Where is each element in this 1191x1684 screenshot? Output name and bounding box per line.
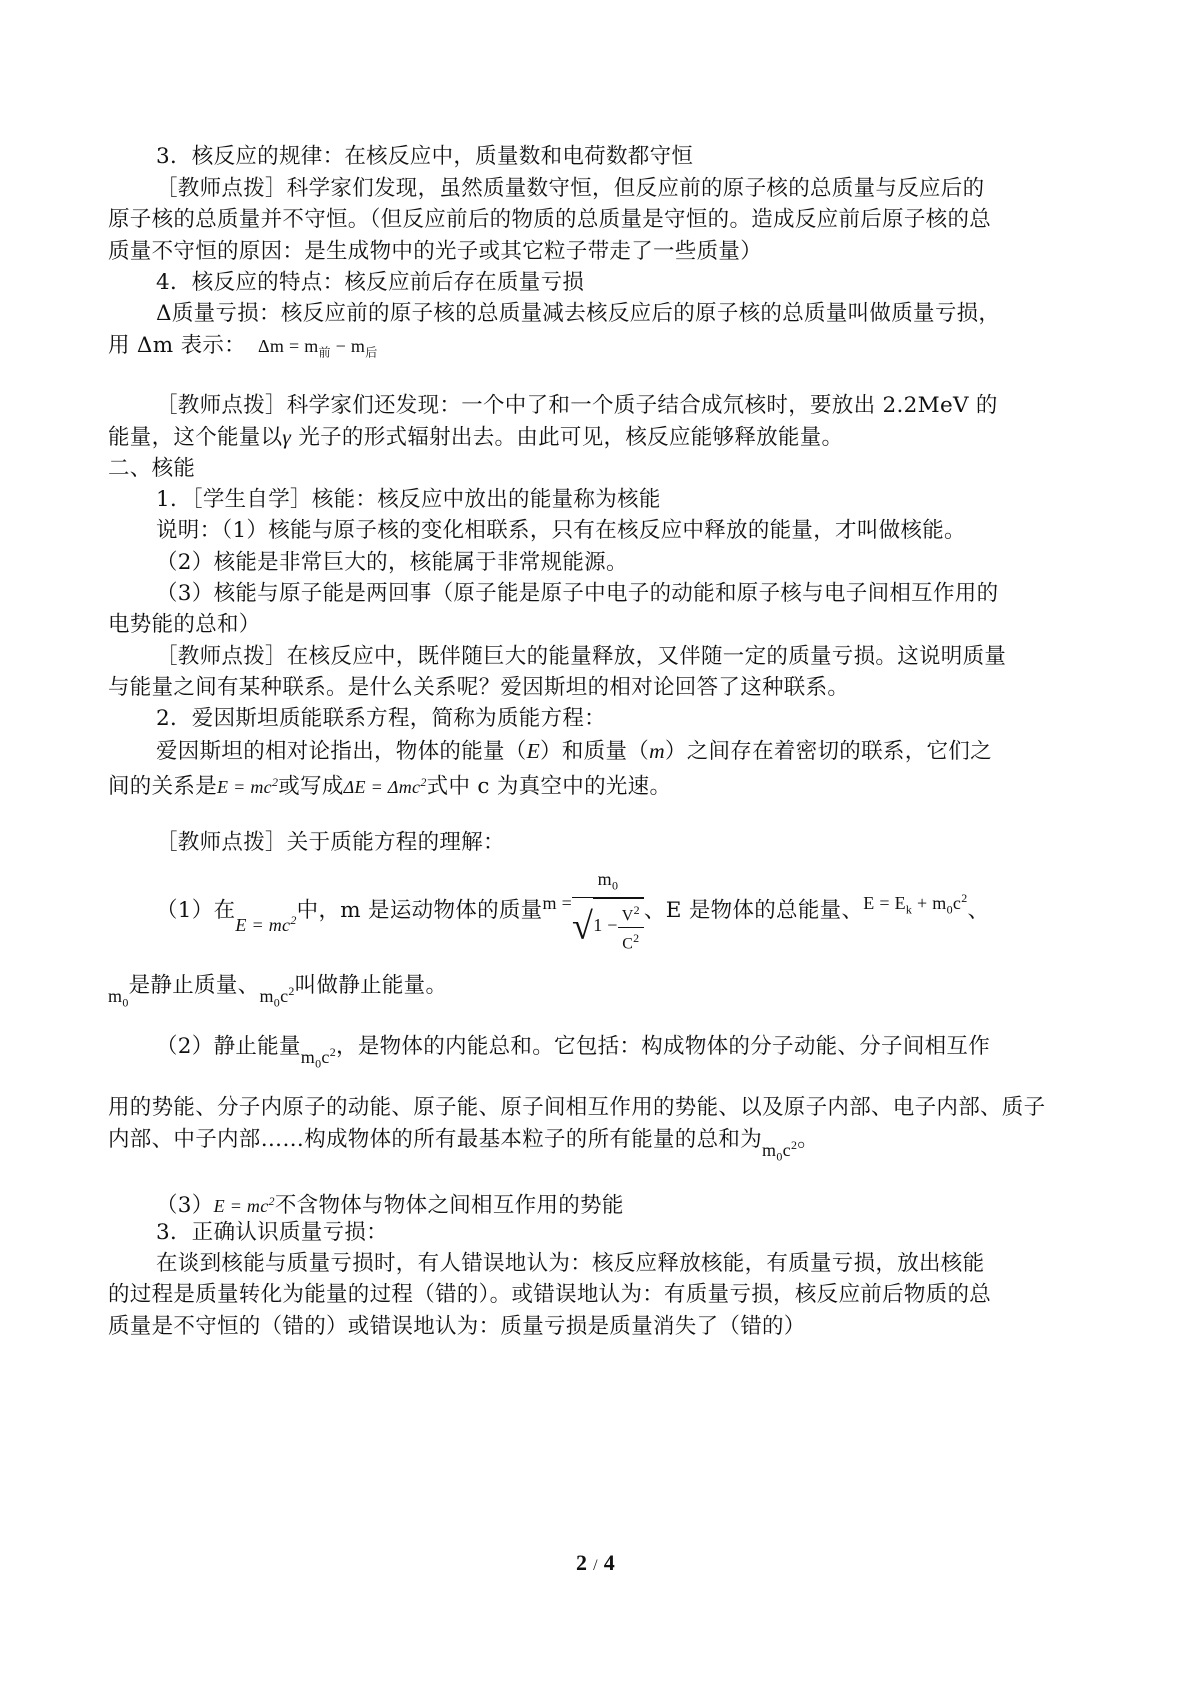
text-line <box>108 1125 819 1172</box>
formula-m0c2: m0c2 <box>300 1045 337 1071</box>
teacher-note-4: ［教师点拨］关于质能方程的理解： <box>156 830 505 855</box>
formula-delta-e: ΔE = Δmc$^2$ <box>343 775 427 797</box>
formula-part: − m <box>330 336 366 356</box>
page-current: 2 <box>576 1550 588 1575</box>
text-segment: 内部、中子内部……构成物体的所有最基本粒子的所有能量的总和为 <box>108 1127 763 1152</box>
section-heading-nuclear-energy: 二、核能 <box>108 456 196 481</box>
text-line <box>108 971 447 1018</box>
formula-m-equals: m = <box>542 893 573 914</box>
page-total: 4 <box>603 1550 615 1575</box>
text-line: 3．正确认识质量亏损： <box>156 1220 388 1245</box>
text-line <box>156 1186 624 1221</box>
text-segment: （2）静止能量 <box>156 1034 301 1059</box>
formula-m0c2: m0c2 <box>259 984 295 1010</box>
text-segment: 式中 c 为真空中的光速。 <box>426 774 672 799</box>
text-line: 用的势能、分子内原子的动能、原子能、原子间相互作用的势能、以及原子内部、电子内部、质子 <box>108 1095 1046 1120</box>
symbol-m: m <box>649 739 665 763</box>
text-line <box>108 767 671 802</box>
fraction-numerator: $m_0$ <box>597 869 619 893</box>
teacher-note-3: ［教师点拨］在核反应中，既伴随巨大的能量释放，又伴随一定的质量亏损。这说明质量 <box>156 644 1007 669</box>
text-line: 2．爱因斯坦质能联系方程，简称为质能方程： <box>156 706 606 731</box>
fraction-denominator <box>572 897 644 955</box>
teacher-note-2: ［教师点拨］科学家们还发现：一个中了和一个质子结合成氘核时，要放出 2.2MeV 的 <box>156 393 998 418</box>
text-line: 与能量之间有某种联系。是什么关系呢？爱因斯坦的相对论回答了这种联系。 <box>108 675 850 700</box>
text-segment: 能量，这个能量以 <box>108 425 283 450</box>
text-segment: ）和质量（ <box>540 739 650 764</box>
text-line: 说明：（1）核能与原子核的变化相联系，只有在核反应中释放的能量，才叫做核能。 <box>156 518 966 543</box>
formula-line-relativistic <box>156 868 990 953</box>
formula-e-mc2: $E = mc^2$ <box>213 1194 275 1216</box>
formula-part: Δm = m <box>257 336 319 356</box>
text-line: （3）核能与原子能是两回事（原子能是原子中电子的动能和原子核与电子间相互作用的 <box>156 581 999 606</box>
text-segment: 用 Δm 表示： <box>108 333 246 358</box>
text-line: 的过程是质量转化为能量的过程（错的）。或错误地认为：有质量亏损，核反应前后物质的总 <box>108 1282 992 1307</box>
text-segment: 或写成 <box>278 774 344 799</box>
page-number <box>0 1550 1191 1576</box>
text-segment: ）之间存在着密切的联系，它们之 <box>664 739 992 764</box>
mass-defect-formula-line <box>108 331 378 368</box>
text-line: 质量不守恒的原因：是生成物中的光子或其它粒子带走了一些质量） <box>108 239 763 264</box>
text-segment: 、 <box>967 898 990 924</box>
text-segment: 。 <box>797 1127 820 1152</box>
text-line <box>108 422 843 453</box>
page-separator: / <box>593 1557 598 1574</box>
relativistic-mass-fraction <box>572 868 644 954</box>
formula-m0c2: m0c2 <box>762 1138 798 1164</box>
para-rule-heading: 3．核反应的规律：在核反应中，质量数和电荷数都守恒 <box>156 144 694 169</box>
text-segment: 、E 是物体的总能量、 <box>643 898 864 924</box>
text-line <box>156 736 992 767</box>
text-line: 质量是不守恒的（错的）或错误地认为：质量亏损是质量消失了（错的） <box>108 1314 806 1339</box>
sqrt-symbol: √1 − $\frac{V^2}{C^2}$ <box>572 898 644 955</box>
text-segment: （1）在 <box>156 898 236 924</box>
formula-subscript: 前 <box>318 345 331 360</box>
text-segment: 间的关系是 <box>108 774 218 799</box>
text-line: 电势能的总和） <box>108 612 261 637</box>
formula-e-mc2: E = mc2 <box>235 913 297 936</box>
symbol-E: E <box>526 739 541 763</box>
teacher-note-1: ［教师点拨］科学家们发现，虽然质量数守恒，但反应前的原子核的总质量与反应后的 <box>156 176 985 201</box>
text-line: 在谈到核能与质量亏损时，有人错误地认为：核反应释放核能，有质量亏损，放出核能 <box>156 1251 985 1276</box>
formula-m0: m0 <box>108 986 129 1010</box>
text-segment: 光子的形式辐射出去。由此可见，核反应能够释放能量。 <box>291 425 844 450</box>
text-line: 原子核的总质量并不守恒。（但反应前后的物质的总质量是守恒的。造成反应前后原子核的总 <box>108 207 992 232</box>
text-line: （2）核能是非常巨大的，核能属于非常规能源。 <box>156 550 628 575</box>
text-segment: 是静止质量、 <box>128 973 260 998</box>
text-segment: 中，m 是运动物体的质量 <box>296 898 543 924</box>
text-segment: 爱因斯坦的相对论指出，物体的能量（ <box>156 739 527 764</box>
text-segment: 叫做静止能量。 <box>294 973 448 998</box>
text-line: 1．［学生自学］核能：核反应中放出的能量称为核能 <box>156 487 661 512</box>
text-segment: 不含物体与物体之间相互作用的势能 <box>274 1193 624 1218</box>
mass-defect-definition: Δ质量亏损：核反应前的原子核的总质量减去核反应后的原子核的总质量叫做质量亏损， <box>156 301 1001 326</box>
text-segment: （3） <box>156 1193 214 1218</box>
text-segment: ，是物体的内能总和。它包括：构成物体的分子动能、分子间相互作 <box>336 1034 991 1059</box>
formula-e-mc2: $E = mc^2$ <box>217 775 279 797</box>
formula-subscript: 后 <box>365 345 378 360</box>
para-feature-heading: 4．核反应的特点：核反应前后存在质量亏损 <box>156 270 585 295</box>
formula-total-energy: E = Ek + m0c2 <box>863 891 968 917</box>
text-line <box>156 1032 990 1079</box>
gamma-symbol: γ <box>282 425 292 449</box>
mass-defect-formula <box>257 336 378 360</box>
